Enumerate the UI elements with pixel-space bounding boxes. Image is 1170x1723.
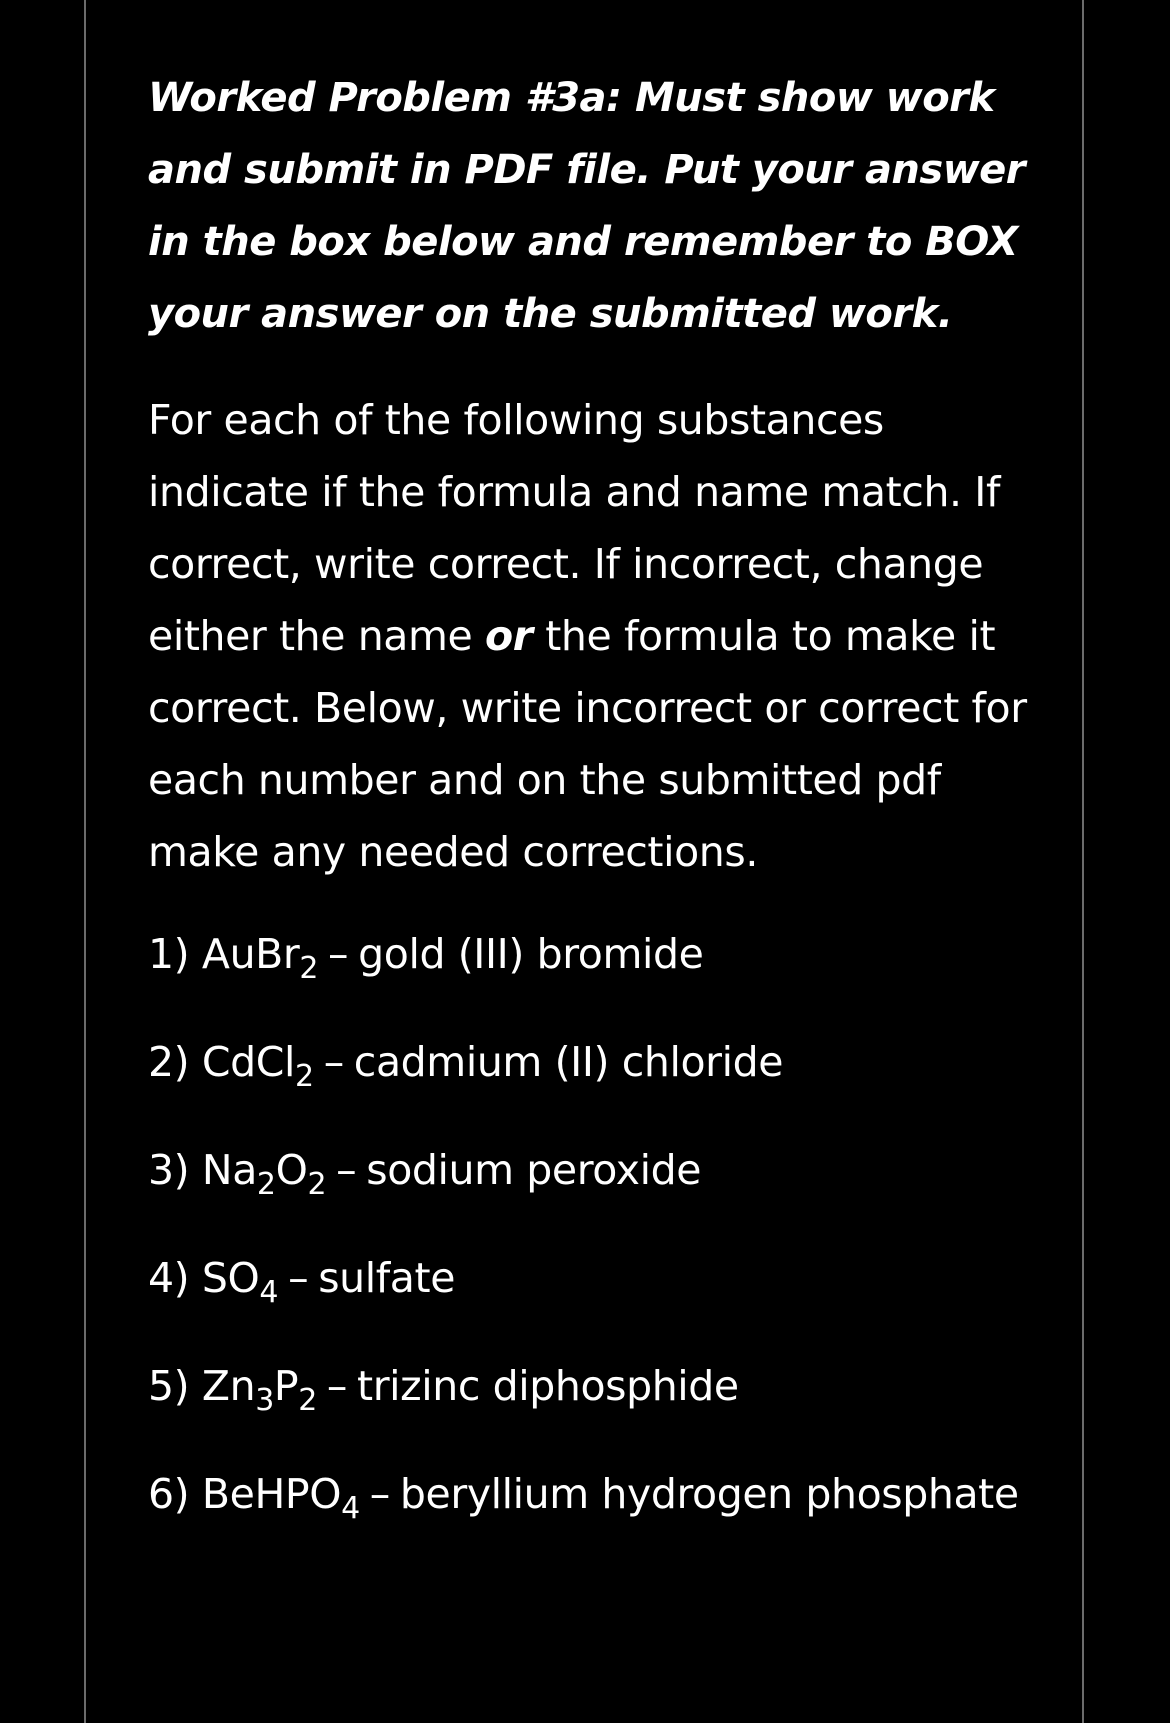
item-number: 1) [148, 930, 190, 978]
left-border-line [84, 0, 86, 1723]
substance-item [148, 1458, 1048, 1530]
item-separator: – [323, 1038, 344, 1086]
formula-subscript: 2 [299, 951, 319, 986]
substance-item [148, 918, 1048, 990]
item-separator: – [336, 1146, 357, 1194]
item-number: 4) [148, 1254, 190, 1302]
instructions-emphasis: or [485, 612, 533, 660]
item-name: gold (III) bromide [358, 930, 704, 978]
item-formula [201, 930, 319, 986]
item-number: 2) [148, 1038, 190, 1086]
formula-symbol: CdCl [201, 1038, 295, 1086]
question-content [148, 62, 1048, 1566]
instructions-text-part1: For each of the following substances indicate if the formula and name match. If correct, write correct. If incorrect, change either the name [148, 396, 1001, 660]
substance-item [148, 1242, 1048, 1314]
item-number: 6) [148, 1470, 190, 1518]
substance-item [148, 1350, 1048, 1422]
item-formula [201, 1470, 360, 1526]
item-separator: – [326, 1362, 348, 1410]
item-number: 5) [148, 1362, 190, 1410]
substance-item [148, 1026, 1048, 1098]
formula-symbol: P [273, 1362, 299, 1410]
right-border-line [1082, 0, 1084, 1723]
formula-subscript: 2 [307, 1167, 327, 1202]
item-separator: – [369, 1470, 390, 1518]
instructions-text-part2: the formula to make it correct. Below, write incorrect or correct for each number and on the submitted pdf make any needed corrections. [148, 612, 1027, 876]
formula-subscript: 2 [295, 1059, 314, 1094]
formula-symbol: AuBr [201, 930, 300, 978]
substance-list [148, 918, 1048, 1530]
item-formula [201, 1362, 317, 1418]
formula-subscript: 4 [341, 1491, 360, 1526]
formula-symbol: Zn [201, 1362, 256, 1410]
item-number: 3) [148, 1146, 190, 1194]
item-name: cadmium (II) chloride [353, 1038, 784, 1086]
item-name: trizinc diphosphide [357, 1362, 739, 1410]
item-separator: – [328, 930, 349, 978]
problem-heading: Worked Problem #3a: Must show work and submit in PDF file. Put your answer in the box below and remember to BOX your answer on the submitted work. [148, 75, 1026, 337]
instructions-paragraph [148, 384, 1048, 888]
item-formula [201, 1254, 279, 1310]
item-formula [201, 1146, 327, 1202]
formula-symbol: O [275, 1146, 308, 1194]
formula-subscript: 2 [256, 1167, 276, 1202]
formula-symbol: BeHPO [201, 1470, 342, 1518]
item-name: beryllium hydrogen phosphate [399, 1470, 1019, 1518]
substance-item [148, 1134, 1048, 1206]
formula-symbol: Na [201, 1146, 257, 1194]
item-formula [201, 1038, 314, 1094]
item-name: sulfate [318, 1254, 456, 1302]
item-separator: – [288, 1254, 309, 1302]
formula-subscript: 2 [298, 1383, 317, 1418]
item-name: sodium peroxide [366, 1146, 702, 1194]
formula-subscript: 4 [259, 1275, 279, 1310]
formula-symbol: SO [201, 1254, 260, 1302]
formula-subscript: 3 [255, 1383, 274, 1418]
